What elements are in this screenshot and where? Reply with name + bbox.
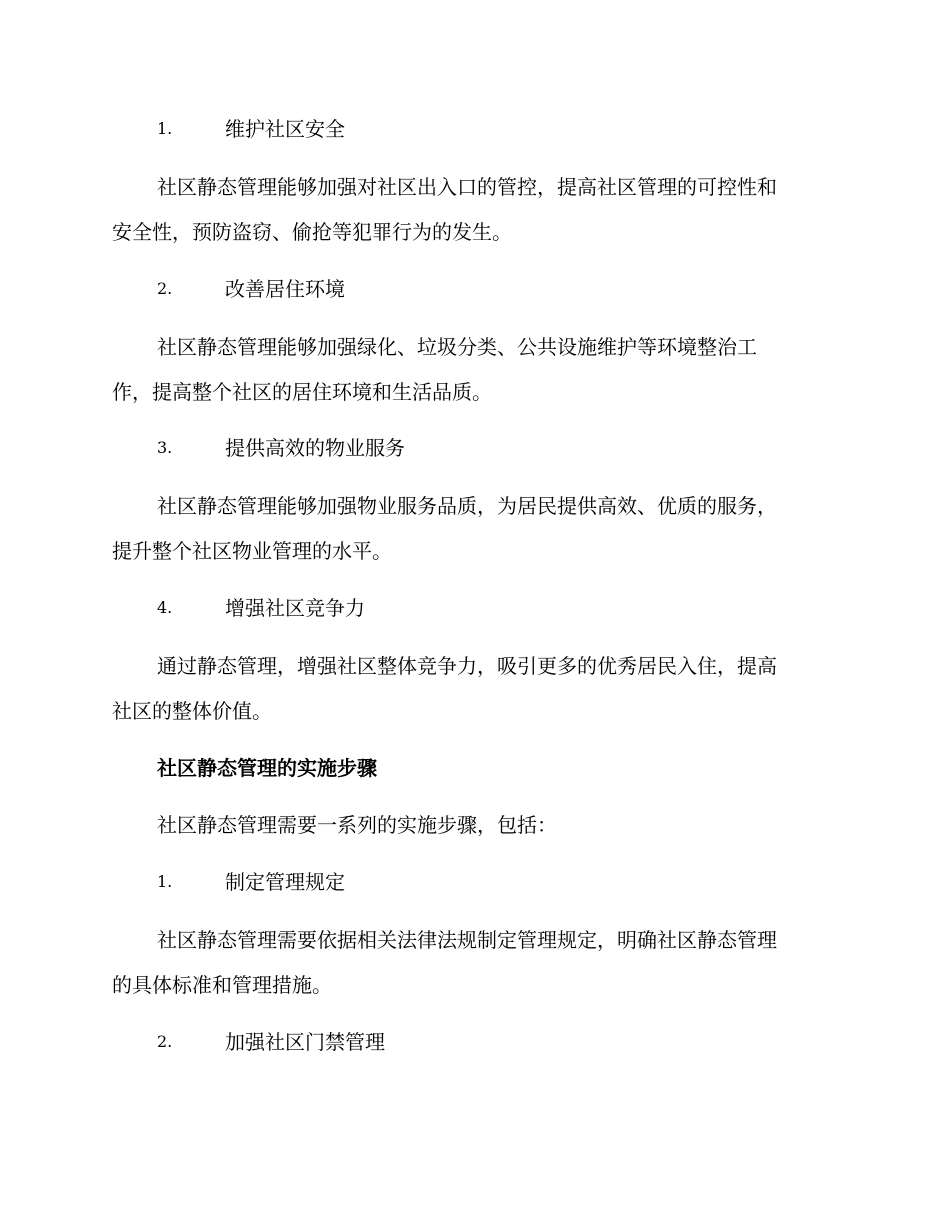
paragraph-line: 社区静态管理能够加强对社区出入口的管控，提高社区管理的可控性和	[157, 175, 777, 199]
paragraph-line: 社区静态管理需要依据相关法律法规制定管理规定，明确社区静态管理	[157, 928, 777, 952]
paragraph-line: 社区静态管理需要一系列的实施步骤，包括：	[157, 813, 557, 837]
list-item-title: 提供高效的物业服务	[225, 436, 405, 460]
paragraph-line: 通过静态管理，增强社区整体竞争力，吸引更多的优秀居民入住，提高	[157, 654, 777, 678]
section-heading: 社区静态管理的实施步骤	[157, 756, 377, 780]
list-number: 1.	[157, 119, 173, 138]
list-number: 3.	[157, 438, 173, 457]
list-item-title: 维护社区安全	[225, 117, 345, 141]
list-number: 1.	[157, 872, 173, 891]
list-item-title: 改善居住环境	[225, 277, 345, 301]
paragraph-line: 社区静态管理能够加强物业服务品质，为居民提供高效、优质的服务，	[157, 494, 777, 518]
paragraph-line: 的具体标准和管理措施。	[112, 973, 332, 997]
list-number: 2.	[157, 1032, 173, 1051]
paragraph-line: 安全性，预防盗窃、偷抢等犯罪行为的发生。	[112, 220, 512, 244]
paragraph-line: 提升整个社区物业管理的水平。	[112, 539, 392, 563]
list-number: 4.	[157, 598, 173, 617]
paragraph-line: 社区静态管理能够加强绿化、垃圾分类、公共设施维护等环境整治工	[157, 335, 757, 359]
paragraph-line: 社区的整体价值。	[112, 699, 272, 723]
list-item-title: 增强社区竞争力	[225, 596, 365, 620]
list-item-title: 加强社区门禁管理	[225, 1030, 385, 1054]
list-number: 2.	[157, 279, 173, 298]
list-item-title: 制定管理规定	[225, 870, 345, 894]
paragraph-line: 作，提高整个社区的居住环境和生活品质。	[112, 380, 492, 404]
